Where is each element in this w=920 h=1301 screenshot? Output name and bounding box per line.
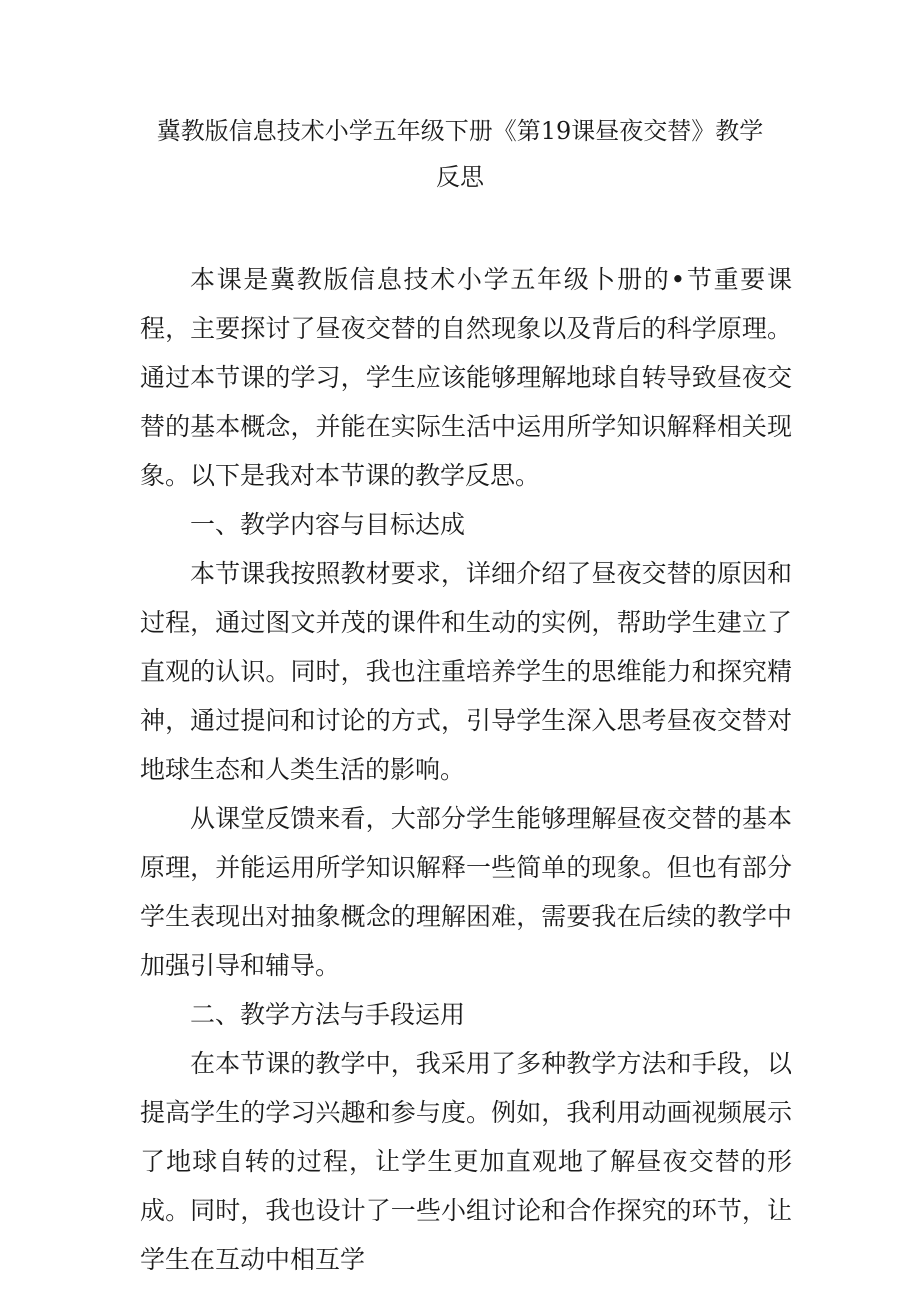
title-line-1: 冀教版信息技术小学五年级下册《第19课昼夜交替》教学 [156,117,764,145]
paragraph-feedback: 从课堂反馈来看，大部分学生能够理解昼夜交替的基本原理，并能运用所学知识解释一些简单的现象。但也有部分学生表现出对抽象概念的理解困难，需要我在后续的教学中加强引导和辅导。 [140,804,792,980]
title-line-2: 反思 [436,163,484,191]
document-title [0,108,920,200]
document-body [140,255,792,1284]
paragraph-intro: 本课是冀教版信息技术小学五年级卜册的•节重要课程，主要探讨了昼夜交替的自然现象以及背后的科学原理。通过本节课的学习，学生应该能够理解地球自转导致昼夜交替的基本概念，并能在实际生活中运用所学知识解释相关现象。以下是我对本节课的教学反思。 [140,265,792,490]
section-heading-2: 二、教学方法与手段运用 [190,1000,466,1029]
paragraph-methods: 在本节课的教学中，我采用了多种教学方法和手段，以提高学生的学习兴趣和参与度。例如，我利用动画视频展示了地球自转的过程，让学生更加直观地了解昼夜交替的形成。同时，我也设计了一些小组讨论和合作探究的环节，让学生在互动中相互学 [140,1049,792,1274]
paragraph-content: 本节课我按照教材要求，详细介绍了昼夜交替的原因和过程，通过图文并茂的课件和生动的实例，帮助学生建立了直观的认识。同时，我也注重培养学生的思维能力和探究精神，通过提问和讨论的方式，引导学生深入思考昼夜交替对地球生态和人类生活的影响。 [140,559,792,784]
section-heading-1: 一、教学内容与目标达成 [190,510,466,539]
